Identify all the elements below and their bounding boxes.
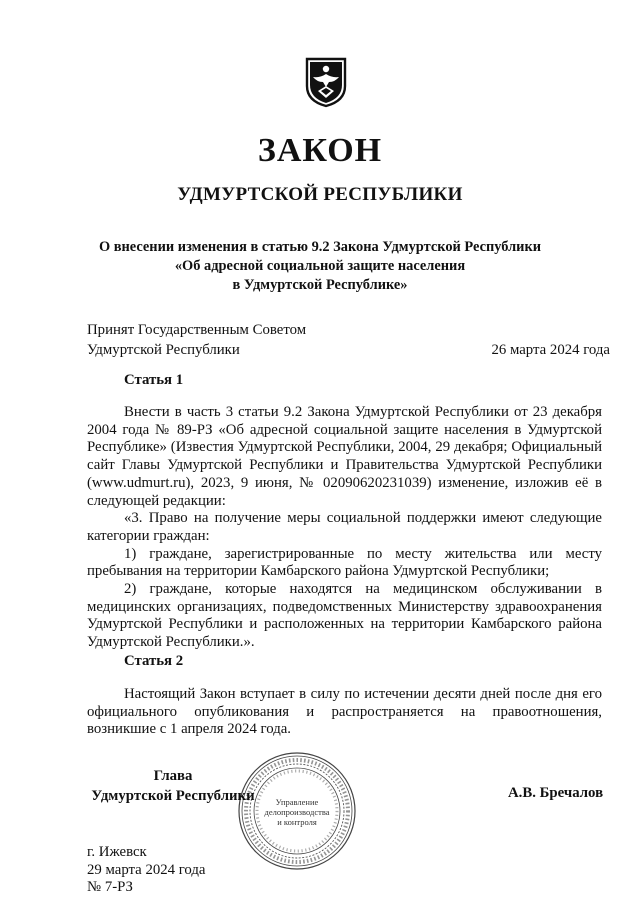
subject-line: в Удмуртской Республике»: [232, 277, 408, 293]
paragraph: Настоящий Закон вступает в силу по истечении десяти дней после дня его официального опубликования и распространяется на правоотношения, возникшие с 1 апреля 2024 года.: [87, 686, 602, 738]
seal-text: и контроля: [277, 817, 317, 827]
paragraph: «3. Право на получение меры социальной поддержки имеют следующие категории граждан:: [87, 510, 602, 544]
signatory-position-line: Удмуртской Республики: [91, 788, 255, 804]
document-footer: [87, 844, 206, 897]
adoption-line: Удмуртской Республики: [87, 342, 240, 358]
adoption-block: [87, 320, 610, 360]
footer-number: № 7-РЗ: [87, 879, 133, 896]
law-subtitle: УДМУРТСКОЙ РЕСПУБЛИКИ: [177, 184, 463, 205]
footer-date: 29 марта 2024 года: [87, 861, 206, 878]
adoption-date: 26 марта 2024 года: [491, 342, 610, 358]
article-1-title: Статья 1: [124, 372, 184, 388]
footer-city: г. Ижевск: [87, 844, 147, 860]
article-1-body: [87, 404, 602, 652]
signatory-name: А.В. Бречалов: [508, 785, 604, 801]
law-title: ЗАКОН: [257, 132, 383, 169]
signatory-position: [88, 766, 258, 806]
article-2-title: Статья 2: [124, 653, 184, 669]
signatory-position-line: Глава: [153, 768, 193, 784]
seal-text: делопроизводства: [264, 807, 330, 817]
udmurt-coat-of-arms-icon: [303, 56, 349, 108]
paragraph: 2) граждане, которые находятся на медицинском обслуживании в медицинских организациях, подведомственных Министерству здравоохранения Удмуртской Республики и расположенных на территории Камбарского района Удмуртской Республики.».: [87, 581, 602, 651]
subject-line: «Об адресной социальной защите населения: [174, 258, 466, 274]
article-2-body: [87, 686, 602, 739]
law-subject: [60, 238, 580, 295]
seal-text: Управление: [275, 797, 319, 807]
subject-line: О внесении изменения в статью 9.2 Закона Удмуртской Республики: [98, 239, 542, 255]
paragraph: Внести в часть 3 статьи 9.2 Закона Удмуртской Республики от 23 декабря 2004 года № 89-РЗ «Об адресной социальной защите населения в Удмуртской Республике» (Известия Удмуртской Республики, 2004, 29 декабря; Официальный сайт Главы Удмуртской Республики и Правительства Удмуртской Республики (www.udmurt.ru), 2023, 9 июня, № 02090620231039) изменение, изложив её в следующей редакции:: [87, 404, 602, 509]
adoption-line: Принят Государственным Советом: [87, 322, 307, 338]
paragraph: 1) граждане, зарегистрированные по месту жительства или месту пребывания на территории Камбарского района Удмуртской Республики;: [87, 545, 602, 580]
